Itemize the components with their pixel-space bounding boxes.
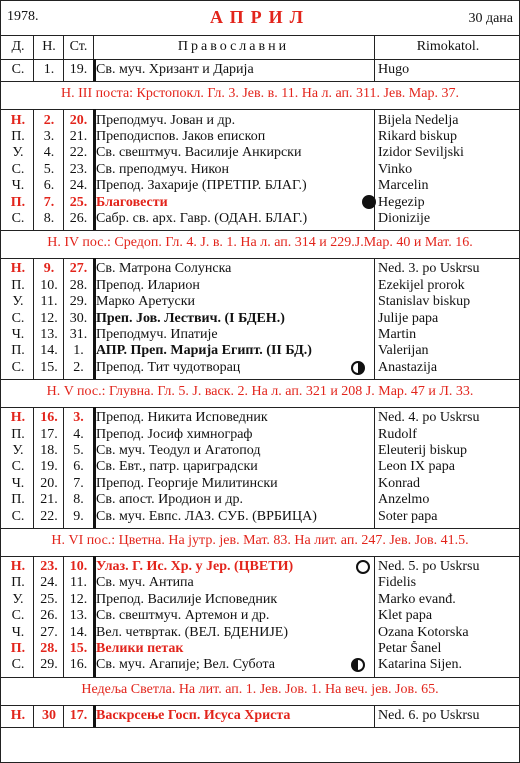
- old-date: 19.: [69, 62, 88, 78]
- weekday: П.: [10, 640, 26, 656]
- orthodox-saint: Васкрсење Госп. Исуса Христа: [96, 707, 291, 723]
- weekday: Н.: [10, 112, 26, 128]
- catholic-saint: Julije papa: [378, 310, 439, 326]
- column-line: [93, 258, 96, 379]
- old-date: 23.: [69, 161, 88, 177]
- day-row: [1, 112, 519, 128]
- catholic-saint: Marko evanđ.: [378, 591, 456, 607]
- old-date: 21.: [69, 128, 88, 144]
- column-line: [374, 109, 375, 230]
- day-row: [1, 476, 519, 492]
- day-row: [1, 360, 519, 376]
- orthodox-saint: Препод. Василије Исповедник: [96, 591, 278, 607]
- old-date: 6.: [73, 459, 84, 475]
- month-title: АПРИЛ: [210, 7, 310, 27]
- column-line: [374, 705, 375, 727]
- day-row: [1, 592, 519, 608]
- rule-line: [1, 59, 519, 60]
- catholic-saint: Ned. 5. po Uskrsu: [378, 558, 480, 574]
- column-line: [63, 35, 64, 59]
- old-date: 17.: [69, 707, 88, 723]
- rule-line: [1, 258, 519, 259]
- old-date: 27.: [69, 261, 88, 277]
- old-date: 31.: [69, 326, 88, 342]
- weekday: П.: [11, 343, 25, 359]
- weekday: С.: [11, 359, 25, 375]
- col-new-date: Н.: [42, 39, 56, 54]
- orthodox-saint: Препод. Захарије (ПРЕТПР. БЛАГ.): [96, 178, 307, 194]
- day-row: [1, 162, 519, 178]
- new-date: 23.: [40, 558, 58, 574]
- old-date: 8.: [73, 492, 84, 508]
- orthodox-saint: Препод. Јосиф химнограф: [96, 426, 253, 442]
- rule-line: [1, 407, 519, 408]
- new-date: 27.: [40, 624, 58, 640]
- new-date: 8.: [43, 210, 55, 226]
- catholic-saint: Fidelis: [378, 575, 417, 591]
- catholic-saint: Ezekijel prorok: [378, 277, 465, 293]
- weekday: Ч.: [11, 475, 25, 491]
- orthodox-saint: Св. преподмуч. Никон: [96, 161, 229, 177]
- rule-line: [1, 556, 519, 557]
- column-line: [33, 109, 34, 230]
- catholic-saint: Rudolf: [378, 426, 417, 442]
- new-date: 2.: [43, 112, 55, 128]
- catholic-saint: Ned. 3. po Uskrsu: [378, 261, 480, 277]
- old-date: 11.: [70, 575, 87, 591]
- catholic-saint: Klet papa: [378, 608, 433, 624]
- catholic-saint: Ned. 4. po Uskrsu: [378, 410, 480, 426]
- catholic-saint: Ned. 6. po Uskrsu: [378, 707, 480, 723]
- orthodox-saint: Св. муч. Евпс. ЛАЗ. СУБ. (ВРБИЦА): [96, 508, 317, 524]
- day-row: [1, 62, 519, 78]
- new-date: 14.: [40, 343, 58, 359]
- old-date: 29.: [69, 294, 88, 310]
- column-line: [63, 705, 64, 727]
- day-row: [1, 211, 519, 227]
- column-line: [33, 705, 34, 727]
- old-date: 20.: [69, 112, 88, 128]
- orthodox-saint: Велики петак: [96, 640, 184, 656]
- column-line: [63, 407, 64, 528]
- day-row: [1, 708, 519, 724]
- new-date: 30: [42, 707, 56, 723]
- orthodox-saint: Св. апост. Иродион и др.: [96, 492, 244, 508]
- column-line: [374, 59, 375, 81]
- day-row: [1, 575, 519, 591]
- orthodox-saint: Св. свештмуч. Артемон и др.: [96, 608, 270, 624]
- weekday: С.: [11, 210, 25, 226]
- orthodox-saint: Св. муч. Антипа: [96, 575, 194, 591]
- catholic-saint: Vinko: [378, 161, 413, 177]
- week-reading-banner: Недеља Светла. На лит. ап. 1. Јев. Јов. 1. На веч. јев. Јов. 65.: [81, 681, 439, 697]
- day-row: [1, 278, 519, 294]
- new-date: 12.: [40, 310, 58, 326]
- calendar-header: [1, 1, 519, 35]
- weekday: Ч.: [11, 624, 25, 640]
- catholic-saint: Anzelmo: [378, 492, 430, 508]
- new-date: 26.: [40, 608, 58, 624]
- weekday: П.: [11, 277, 25, 293]
- col-day: Д.: [11, 39, 25, 54]
- new-date: 5.: [43, 161, 55, 177]
- day-row: [1, 410, 519, 426]
- new-date: 13.: [40, 326, 58, 342]
- old-date: 24.: [69, 178, 88, 194]
- day-row: [1, 310, 519, 326]
- catholic-saint: Soter papa: [378, 508, 438, 524]
- catholic-saint: Bijela Nedelja: [378, 112, 459, 128]
- day-row: [1, 608, 519, 624]
- day-row: [1, 492, 519, 508]
- new-date: 4.: [43, 145, 55, 161]
- weekday: П.: [11, 492, 25, 508]
- old-date: 28.: [69, 277, 88, 293]
- column-line: [374, 258, 375, 379]
- orthodox-saint: Св. муч. Теодул и Агатопод: [96, 442, 261, 458]
- orthodox-saint: Благовести: [96, 194, 168, 210]
- column-line: [93, 59, 96, 81]
- catholic-saint: Ozana Kotorska: [378, 624, 469, 640]
- rule-line: [1, 35, 519, 36]
- catholic-saint: Stanislav biskup: [378, 294, 471, 310]
- weekday: У.: [12, 145, 24, 161]
- col-orthodox: Православни: [177, 39, 290, 54]
- column-line: [33, 59, 34, 81]
- day-row: [1, 327, 519, 343]
- weekday: С.: [11, 62, 25, 78]
- old-date: 3.: [73, 410, 84, 426]
- orthodox-saint: Св. муч. Агапије; Вел. Субота: [96, 657, 275, 673]
- rule-line: [1, 109, 519, 110]
- old-date: 7.: [73, 475, 84, 491]
- week-reading-banner: Н. V пос.: Глувна. Гл. 5. Ј. васк. 2. На л. ап. 321 и 208 Ј. Мар. 47 и Л. 33.: [46, 384, 474, 399]
- column-header-row: [1, 35, 519, 59]
- catholic-saint: Marcelin: [378, 178, 429, 194]
- weekday: П.: [11, 128, 25, 144]
- day-row: [1, 294, 519, 310]
- day-row: [1, 559, 519, 575]
- old-date: 1.: [73, 343, 84, 359]
- weekday: Н.: [10, 558, 26, 574]
- catholic-saint: Eleuterij biskup: [378, 442, 468, 458]
- new-date: 6.: [43, 178, 55, 194]
- old-date: 2.: [73, 359, 84, 375]
- rule-line: [1, 727, 519, 728]
- orthodox-saint: Св. Матрона Солунска: [96, 261, 232, 277]
- column-line: [63, 59, 64, 81]
- catholic-saint: Hegezip: [378, 194, 425, 210]
- column-line: [93, 35, 94, 59]
- new-date: 20.: [40, 475, 58, 491]
- new-date: 24.: [40, 575, 58, 591]
- weekday: У.: [12, 442, 24, 458]
- day-row: [1, 443, 519, 459]
- day-row: [1, 426, 519, 442]
- column-line: [93, 109, 96, 230]
- day-row: [1, 129, 519, 145]
- week-reading-banner: Н. IV пос.: Средоп. Гл. 4. Ј. в. 1. На л. ап. 314 и 229.Ј.Мар. 40 и Мат. 16.: [47, 235, 473, 251]
- column-line: [63, 258, 64, 379]
- old-date: 13.: [69, 608, 88, 624]
- weekday: У.: [12, 294, 24, 310]
- catholic-saint: Rikard biskup: [378, 128, 457, 144]
- column-line: [63, 556, 64, 677]
- old-date: 4.: [73, 426, 84, 442]
- new-date: 22.: [40, 508, 58, 524]
- weekday: С.: [11, 508, 25, 524]
- new-date: 11.: [40, 294, 58, 310]
- col-catholic: Rimokatol.: [416, 39, 480, 54]
- week-reading-banner: Н. VI пос.: Цветна. На јутр. јев. Мат. 83. На лит. ап. 247. Јев. Јов. 41.5.: [51, 532, 469, 548]
- column-line: [93, 556, 96, 677]
- day-row: [1, 194, 519, 210]
- orthodox-saint: Препод. Никита Исповедник: [96, 410, 268, 426]
- column-line: [374, 35, 375, 59]
- catholic-saint: Katarina Sijen.: [378, 657, 462, 673]
- column-line: [33, 556, 34, 677]
- weekday: Ч.: [11, 178, 25, 194]
- new-date: 29.: [40, 657, 58, 673]
- catholic-saint: Anastazija: [378, 359, 438, 375]
- catholic-saint: Dionizije: [378, 210, 431, 226]
- day-row: [1, 343, 519, 359]
- new-date: 16.: [40, 410, 58, 426]
- days-count: 30 дана: [468, 11, 513, 26]
- year: 1978.: [7, 9, 39, 24]
- orthodox-saint: Преподиспов. Јаков епископ: [96, 128, 266, 144]
- orthodox-saint: Св. свештмуч. Василије Анкирски: [96, 145, 302, 161]
- new-date: 21.: [40, 492, 58, 508]
- orthodox-saint: Препод. Георгије Милитински: [96, 475, 278, 491]
- day-row: [1, 641, 519, 657]
- new-date: 10.: [40, 277, 58, 293]
- column-line: [374, 407, 375, 528]
- new-date: 18.: [40, 442, 58, 458]
- orthodox-saint: Препод. Иларион: [96, 277, 200, 293]
- old-date: 16.: [69, 657, 88, 673]
- day-row: [1, 178, 519, 194]
- column-line: [33, 258, 34, 379]
- new-date: 1.: [43, 62, 55, 78]
- week-reading-banner: Н. III поста: Крстопокл. Гл. 3. Јев. в. 11. На л. ап. 311. Јев. Мар. 37.: [61, 86, 459, 102]
- weekday: Н.: [10, 261, 26, 277]
- old-date: 15.: [69, 640, 88, 656]
- catholic-saint: Izidor Seviljski: [378, 145, 464, 161]
- day-row: [1, 145, 519, 161]
- col-old-date: Ст.: [69, 39, 88, 54]
- weekday: Н.: [10, 707, 26, 723]
- old-date: 9.: [73, 508, 84, 524]
- new-date: 17.: [40, 426, 58, 442]
- catholic-saint: Petar Šanel: [378, 640, 442, 656]
- old-date: 25.: [69, 194, 88, 210]
- new-date: 25.: [40, 591, 58, 607]
- new-date: 3.: [43, 128, 55, 144]
- day-row: [1, 657, 519, 673]
- orthodox-saint: Преподмуч. Јован и др.: [96, 112, 236, 128]
- new-date: 9.: [43, 261, 55, 277]
- weekday: С.: [11, 310, 25, 326]
- orthodox-saint: Вел. четвртак. (ВЕЛ. БДЕНИЈЕ): [96, 624, 288, 640]
- new-date: 15.: [40, 359, 58, 375]
- orthodox-saint: Преп. Јов. Лествич. (I БДЕН.): [96, 310, 285, 326]
- orthodox-saint: Св. Евт., патр. цариградски: [96, 459, 258, 475]
- column-line: [374, 556, 375, 677]
- orthodox-saint: Сабр. св. арх. Гавр. (ОДАН. БЛАГ.): [96, 210, 308, 226]
- day-row: [1, 624, 519, 640]
- old-date: 12.: [69, 591, 88, 607]
- orthodox-saint: АПР. Преп. Марија Египт. (II БД.): [96, 343, 312, 359]
- weekday: П.: [11, 575, 25, 591]
- column-line: [93, 407, 96, 528]
- new-date: 7.: [43, 194, 55, 210]
- column-line: [33, 35, 34, 59]
- day-row: [1, 459, 519, 475]
- weekday: П.: [10, 194, 26, 210]
- day-row: [1, 261, 519, 277]
- catholic-saint: Konrad: [378, 475, 420, 491]
- weekday: С.: [11, 161, 25, 177]
- old-date: 5.: [73, 442, 84, 458]
- orthodox-saint: Св. муч. Хризант и Дарија: [96, 62, 254, 78]
- orthodox-saint: Улаз. Г. Ис. Хр. у Јер. (ЦВЕТИ): [96, 558, 294, 574]
- column-line: [93, 705, 96, 727]
- weekday: С.: [11, 657, 25, 673]
- rule-line: [1, 705, 519, 706]
- catholic-saint: Leon IX papa: [378, 459, 455, 475]
- catholic-saint: Martin: [378, 326, 417, 342]
- orthodox-saint: Марко Аретуски: [96, 294, 196, 310]
- column-line: [63, 109, 64, 230]
- old-date: 14.: [69, 624, 88, 640]
- day-row: [1, 508, 519, 524]
- new-date: 19.: [40, 459, 58, 475]
- old-date: 26.: [69, 210, 88, 226]
- old-date: 30.: [69, 310, 88, 326]
- orthodox-saint: Преподмуч. Ипатије: [96, 326, 218, 342]
- weekday: П.: [11, 426, 25, 442]
- old-date: 22.: [69, 145, 88, 161]
- new-date: 28.: [40, 640, 58, 656]
- weekday: С.: [11, 459, 25, 475]
- catholic-saint: Hugo: [378, 62, 410, 78]
- full-moon-icon: [356, 560, 370, 574]
- old-date: 10.: [69, 558, 88, 574]
- orthodox-saint: Препод. Тит чудотворац: [96, 359, 241, 375]
- first-quarter-icon: [351, 361, 365, 375]
- weekday: У.: [12, 591, 24, 607]
- weekday: Н.: [10, 410, 26, 426]
- column-line: [33, 407, 34, 528]
- catholic-saint: Valerijan: [378, 343, 429, 359]
- weekday: С.: [11, 608, 25, 624]
- weekday: Ч.: [11, 326, 25, 342]
